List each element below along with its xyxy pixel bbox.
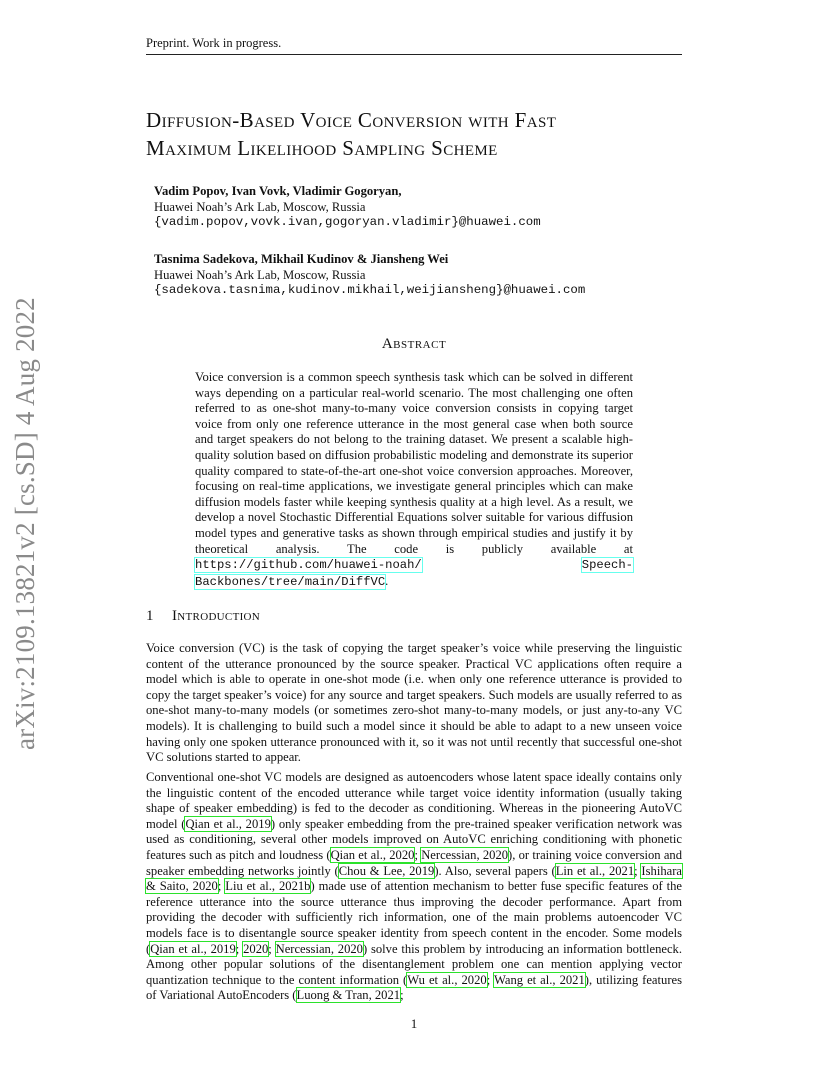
paragraph-text: ; xyxy=(400,988,404,1003)
abstract-heading: Abstract xyxy=(381,336,447,352)
citation-link[interactable]: Wang et al., 2021 xyxy=(493,972,585,987)
paragraph-text: ) only speaker embedding from the pre-trained speaker verification network was used as conditioning, several other models improved on AutoVC enriching conditioning with phonetic features such as pitch and loudness ( xyxy=(146,816,682,862)
citation-link[interactable]: Luong & Tran, 2021 xyxy=(296,988,401,1003)
citation-link[interactable]: Qian et al., 2020 xyxy=(330,847,415,862)
paragraph-text: ; xyxy=(268,941,276,956)
citation-link[interactable]: Liu et al., 2021b xyxy=(225,879,311,894)
running-header: Preprint. Work in progress. xyxy=(146,36,682,55)
paragraph-text: ). Also, several papers ( xyxy=(434,863,556,878)
section-title: Introduction xyxy=(172,608,261,624)
paragraph-text: ; xyxy=(414,847,422,862)
author-block-1 xyxy=(154,184,674,231)
citation-link[interactable]: Ishihara & Saito, 2020 xyxy=(146,863,682,894)
section-heading xyxy=(146,608,260,625)
arxiv-sidebar-id[interactable]: arXiv:2109.13821v2 [cs.SD] 4 Aug 2022 xyxy=(10,297,40,750)
author-block-2 xyxy=(154,252,674,299)
author-names: Tasnima Sadekova, Mikhail Kudinov & Jiansheng Wei xyxy=(154,252,449,266)
author-affiliation: Huawei Noah’s Ark Lab, Moscow, Russia xyxy=(154,199,366,214)
citation-link[interactable]: Chou & Lee, 2019 xyxy=(338,863,435,878)
citation-link[interactable]: Nercessian, 2020 xyxy=(275,941,363,956)
abstract-body xyxy=(195,370,633,590)
author-names: Vadim Popov, Ivan Vovk, Vladimir Gogoryan, xyxy=(154,184,402,198)
title-line-2: Maximum Likelihood Sampling Scheme xyxy=(146,136,498,160)
paragraph-text: ; xyxy=(235,941,244,956)
author-affiliation: Huawei Noah’s Ark Lab, Moscow, Russia xyxy=(154,267,366,282)
paragraph-text: ), or training voice conversion and speaker embedding networks jointly ( xyxy=(146,847,682,878)
citation-link[interactable]: Nercessian, 2020 xyxy=(421,847,509,862)
author-email: {sadekova.tasnima,kudinov.mikhail,weijiansheng}@huawei.com xyxy=(154,283,586,297)
citation-link[interactable]: 2020 xyxy=(243,941,269,956)
section-number: 1 xyxy=(146,608,154,624)
code-link[interactable]: https://github.com/huawei-noah/ xyxy=(195,558,422,573)
paragraph-text: ), utilizing features of Variational AutoEncoders ( xyxy=(146,972,683,1003)
citation-link[interactable]: Lin et al., 2021 xyxy=(555,863,635,878)
paragraph-text: ; xyxy=(486,972,494,987)
title-line-1: Diffusion-Based Voice Conversion with Fast xyxy=(146,108,557,132)
intro-paragraph-2 xyxy=(146,770,682,1004)
abstract-end: . xyxy=(385,573,389,588)
citation-link[interactable]: Wu et al., 2020 xyxy=(407,972,487,987)
citation-link[interactable]: Qian et al., 2019 xyxy=(185,816,271,831)
code-link-continued[interactable]: Speech-Backbones/tree/main/DiffVC xyxy=(195,558,633,589)
paragraph-text: ; xyxy=(217,879,226,894)
author-email: {vadim.popov,vovk.ivan,gogoryan.vladimir}@huawei.com xyxy=(154,215,541,229)
citation-link[interactable]: Qian et al., 2019 xyxy=(150,941,236,956)
paragraph-text: ) solve this problem by introducing an information bottleneck. Among other popular solutions of the disentanglement problem one can mention applying vector quantization technique to the content information ( xyxy=(146,941,682,987)
page-number: 1 xyxy=(410,1016,418,1031)
intro-paragraph-1: Voice conversion (VC) is the task of copying the target speaker’s voice while preserving the linguistic content of the utterance pronounced by the source speaker. Practical VC applications often require a model which is able to operate in one-shot mode (i.e. when only one reference utterance is provided to copy the target speaker’s voice) for any source and target speakers. Such models are usually referred to as one-shot many-to-many models (or sometimes zero-shot many-to-many models, or just any-to-any VC models). It is challenging to build such a model since it should be able to adapt to a new unseen voice having only one spoken utterance pronounced with it, so it was not until recently that successful one-shot VC solutions started to appear. xyxy=(146,641,682,765)
paragraph-text: ) made use of attention mechanism to better fuse specific features of the reference utterance into the source utterance thus improving the decoder performance. Apart from providing the decoder with sufficiently rich information, one of the main problems autoencoder VC models face is to disentangle source speaker identity from speech content in the encoder. Some models ( xyxy=(146,879,682,956)
paragraph-text: ; xyxy=(634,863,642,878)
paper-title xyxy=(146,106,706,162)
abstract-text: Voice conversion is a common speech synthesis task which can be solved in different ways depending on a particular real-world scenario. The most challenging one often referred to as one-shot many-to-many voice conversion consists in copying target voice from only one reference utterance in the most general case when both source and target speakers do not belong to the training dataset. We present a scalable high-quality solution based on diffusion probabilistic modeling and demonstrate its superior quality compared to state-of-the-art one-shot voice conversion approaches. Moreover, focusing on real-time applications, we investigate general principles which can make diffusion models faster while keeping synthesis quality at a high level. As a result, we develop a novel Stochastic Differential Equations solver suitable for various diffusion model types and generative tasks as shown through empirical studies and justify it by theoretical analysis. The code is publicly available at xyxy=(195,370,633,556)
paragraph-text: Conventional one-shot VC models are designed as autoencoders whose latent space ideally contains only the linguistic content of the encoded utterance while target voice identity information (usually taking shape of speaker embedding) is fed to the decoder as conditioning. Whereas in the pioneering AutoVC model ( xyxy=(146,770,682,831)
